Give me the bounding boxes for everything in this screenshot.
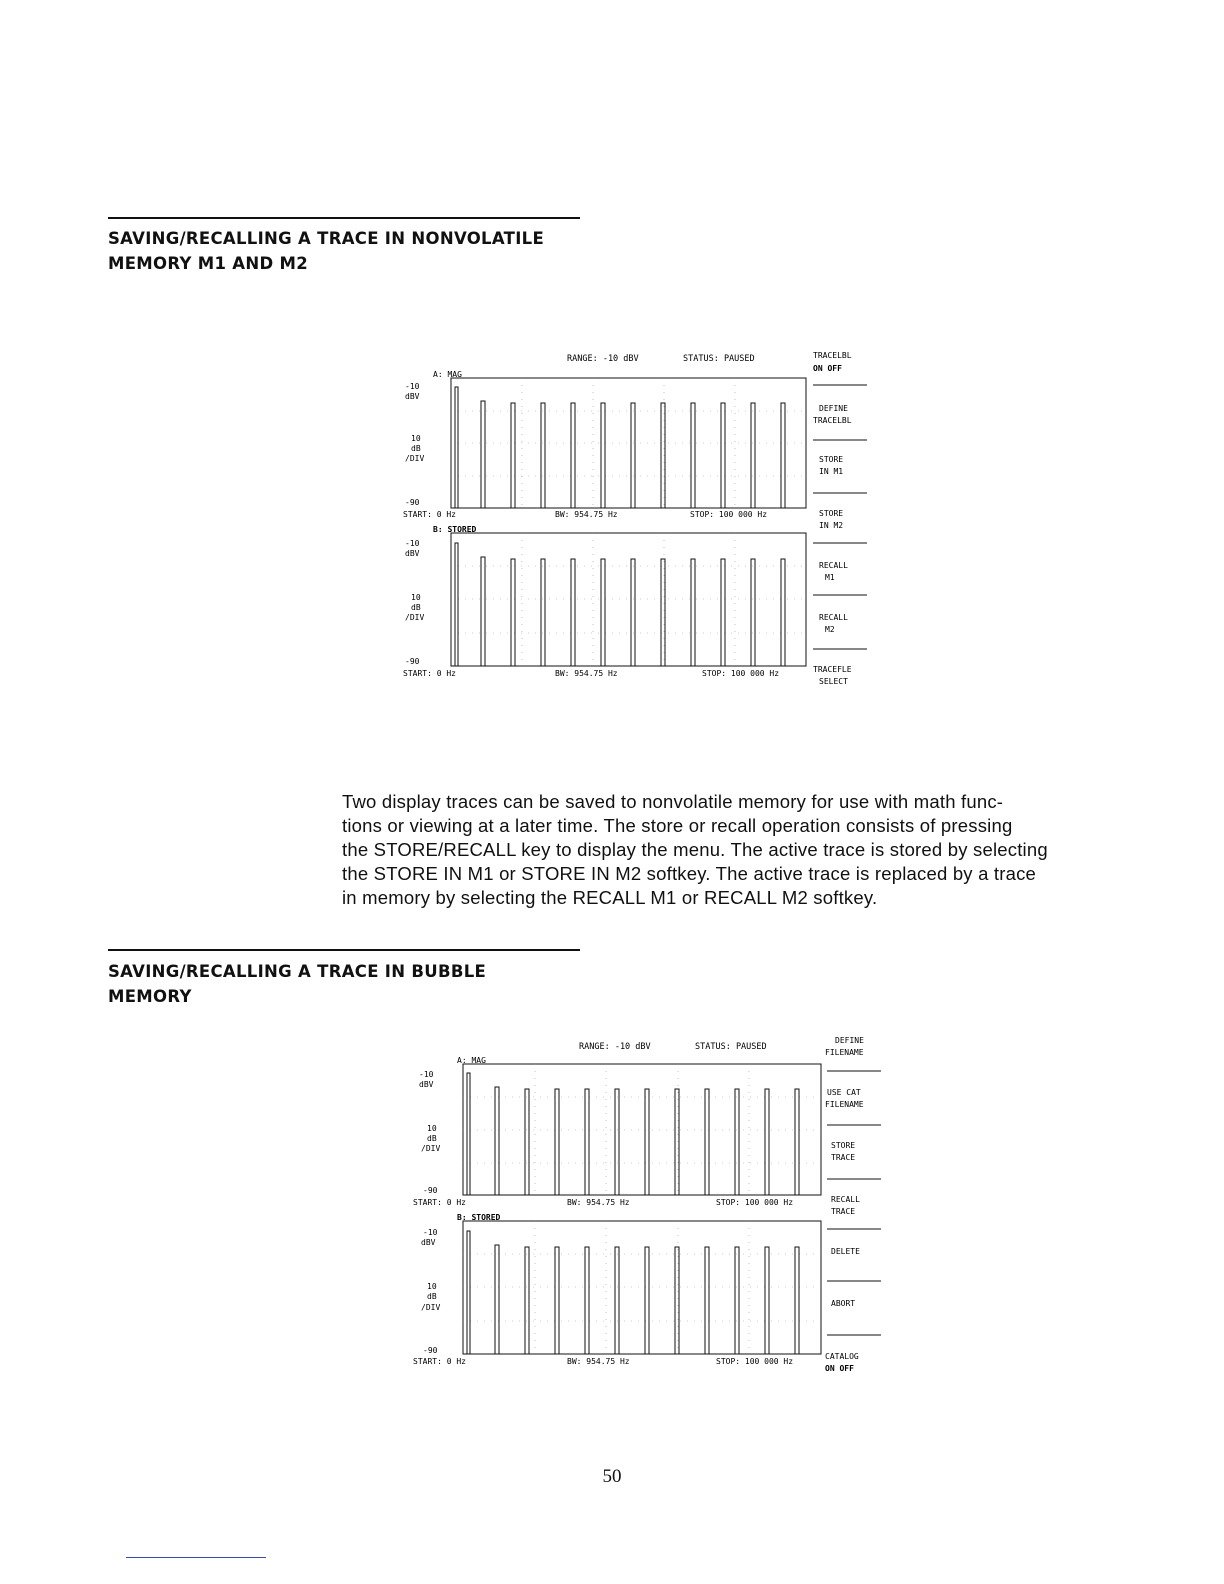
status-readout: STATUS: PAUSED bbox=[683, 354, 755, 364]
softkey-menu bbox=[813, 351, 867, 686]
softkey-define-tracelbl[interactable]: DEFINE bbox=[819, 404, 848, 413]
section-heading-line: SAVING/RECALLING A TRACE IN BUBBLE bbox=[108, 962, 487, 981]
softkey-recall-m2[interactable]: RECALL bbox=[819, 613, 848, 622]
footer-rule bbox=[126, 1557, 266, 1558]
trace-panel bbox=[413, 1213, 821, 1366]
softkey-define-tracelbl-line2[interactable]: TRACELBL bbox=[813, 416, 852, 425]
plot-frame bbox=[463, 1221, 821, 1354]
y-top-unit: dBV bbox=[419, 1080, 434, 1089]
section-heading-line: MEMORY bbox=[108, 987, 192, 1006]
softkey-store-trace-line2[interactable]: TRACE bbox=[831, 1153, 856, 1162]
bw-readout: BW: 954.75 Hz bbox=[555, 669, 618, 678]
range-readout: RANGE: -10 dBV bbox=[567, 354, 639, 364]
y-scale-unit: dB bbox=[427, 1292, 437, 1301]
softkey-tracelbl[interactable]: TRACELBL bbox=[813, 351, 852, 360]
softkey-use-cat-filename-line2[interactable]: FILENAME bbox=[825, 1100, 864, 1109]
start-readout: START: 0 Hz bbox=[403, 669, 456, 678]
bw-readout: BW: 954.75 Hz bbox=[555, 510, 618, 519]
y-scale-unit: dB bbox=[411, 444, 421, 453]
softkey-recall-trace[interactable]: RECALL bbox=[831, 1195, 860, 1204]
paragraph-line: tions or viewing at a later time. The store or recall operation consists of pressing bbox=[342, 815, 1013, 836]
bw-readout: BW: 954.75 Hz bbox=[567, 1198, 630, 1207]
softkey-tracefle-select-line2[interactable]: SELECT bbox=[819, 677, 848, 686]
grid bbox=[463, 1064, 821, 1195]
section-rule bbox=[108, 217, 580, 219]
y-scale-label: 10 bbox=[411, 434, 421, 443]
softkey-delete[interactable]: DELETE bbox=[831, 1247, 860, 1256]
softkey-recall-m1[interactable]: RECALL bbox=[819, 561, 848, 570]
y-top-label: -10 bbox=[419, 1070, 434, 1079]
y-scale-unit: dB bbox=[427, 1134, 437, 1143]
stop-readout: STOP: 100 000 Hz bbox=[690, 510, 768, 519]
trace-label: B: STORED bbox=[433, 525, 477, 534]
y-scale-label: 10 bbox=[427, 1124, 437, 1133]
paragraph-line: the STORE IN M1 or STORE IN M2 softkey. The active trace is replaced by a trace bbox=[342, 863, 1037, 884]
grid bbox=[451, 378, 806, 508]
y-scale-label: 10 bbox=[411, 593, 421, 602]
section-heading bbox=[108, 959, 486, 1009]
range-readout: RANGE: -10 dBV bbox=[579, 1042, 651, 1052]
y-top-label: -10 bbox=[405, 382, 420, 391]
y-top-unit: dBV bbox=[405, 549, 420, 558]
y-scale-per: /DIV bbox=[405, 454, 425, 463]
paragraph-line: in memory by selecting the RECALL M1 or RECALL M2 softkey. bbox=[342, 887, 878, 908]
softkey-catalog-state[interactable]: ON OFF bbox=[825, 1364, 854, 1373]
analyzer-screenshot bbox=[405, 1033, 885, 1378]
y-bottom-label: -90 bbox=[423, 1186, 438, 1195]
softkey-store-m2[interactable]: STORE bbox=[819, 509, 844, 518]
paragraph-line: the STORE/RECALL key to display the menu. The active trace is stored by selecting bbox=[342, 839, 1048, 860]
softkey-recall-trace-line2[interactable]: TRACE bbox=[831, 1207, 856, 1216]
y-top-label: -10 bbox=[405, 539, 420, 548]
section-rule bbox=[108, 949, 580, 951]
section-heading-line: MEMORY M1 AND M2 bbox=[108, 254, 308, 273]
softkey-menu bbox=[825, 1036, 881, 1373]
trace-label: B: STORED bbox=[457, 1213, 501, 1222]
trace-label: A: MAG bbox=[457, 1056, 486, 1065]
grid bbox=[451, 533, 806, 666]
y-bottom-label: -90 bbox=[423, 1346, 438, 1355]
start-readout: START: 0 Hz bbox=[413, 1357, 466, 1366]
body-paragraph bbox=[342, 790, 1102, 910]
stop-readout: STOP: 100 000 Hz bbox=[716, 1198, 794, 1207]
analyzer-screenshot bbox=[395, 345, 875, 690]
softkey-recall-m1-line2[interactable]: M1 bbox=[825, 573, 835, 582]
section-heading-line: SAVING/RECALLING A TRACE IN NONVOLATILE bbox=[108, 229, 545, 248]
softkey-store-m1-line2[interactable]: IN M1 bbox=[819, 467, 844, 476]
trace-label: A: MAG bbox=[433, 370, 462, 379]
softkey-define-filename[interactable]: DEFINE bbox=[835, 1036, 864, 1045]
spectrum-trace bbox=[455, 543, 785, 666]
y-bottom-label: -90 bbox=[405, 498, 420, 507]
softkey-abort[interactable]: ABORT bbox=[831, 1299, 856, 1308]
y-scale-label: 10 bbox=[427, 1282, 437, 1291]
softkey-store-trace[interactable]: STORE bbox=[831, 1141, 856, 1150]
y-scale-unit: dB bbox=[411, 603, 421, 612]
start-readout: START: 0 Hz bbox=[413, 1198, 466, 1207]
y-top-unit: dBV bbox=[421, 1238, 436, 1247]
page-number: 50 bbox=[602, 1466, 622, 1487]
softkey-define-filename-line2[interactable]: FILENAME bbox=[825, 1048, 864, 1057]
y-scale-per: /DIV bbox=[405, 613, 425, 622]
y-scale-per: /DIV bbox=[421, 1144, 441, 1153]
grid bbox=[463, 1221, 821, 1354]
softkey-store-m2-line2[interactable]: IN M2 bbox=[819, 521, 844, 530]
spectrum-trace bbox=[455, 387, 785, 508]
softkey-use-cat-filename[interactable]: USE CAT bbox=[827, 1088, 861, 1097]
trace-panel bbox=[403, 370, 806, 519]
y-scale-per: /DIV bbox=[421, 1303, 441, 1312]
plot-frame bbox=[451, 533, 806, 666]
paragraph-line: Two display traces can be saved to nonvolatile memory for use with math func- bbox=[342, 791, 1004, 812]
softkey-tracelbl-state[interactable]: ON OFF bbox=[813, 364, 842, 373]
trace-panel bbox=[413, 1056, 821, 1207]
section-heading bbox=[108, 226, 544, 276]
softkey-catalog[interactable]: CATALOG bbox=[825, 1352, 859, 1361]
softkey-store-m1[interactable]: STORE bbox=[819, 455, 844, 464]
y-bottom-label: -90 bbox=[405, 657, 420, 666]
stop-readout: STOP: 100 000 Hz bbox=[702, 669, 780, 678]
y-top-label: -10 bbox=[423, 1228, 438, 1237]
stop-readout: STOP: 100 000 Hz bbox=[716, 1357, 794, 1366]
bw-readout: BW: 954.75 Hz bbox=[567, 1357, 630, 1366]
softkey-recall-m2-line2[interactable]: M2 bbox=[825, 625, 835, 634]
plot-frame bbox=[463, 1064, 821, 1195]
trace-panel bbox=[403, 525, 806, 678]
y-top-unit: dBV bbox=[405, 392, 420, 401]
start-readout: START: 0 Hz bbox=[403, 510, 456, 519]
status-readout: STATUS: PAUSED bbox=[695, 1042, 767, 1052]
softkey-tracefle-select[interactable]: TRACEFLE bbox=[813, 665, 852, 674]
